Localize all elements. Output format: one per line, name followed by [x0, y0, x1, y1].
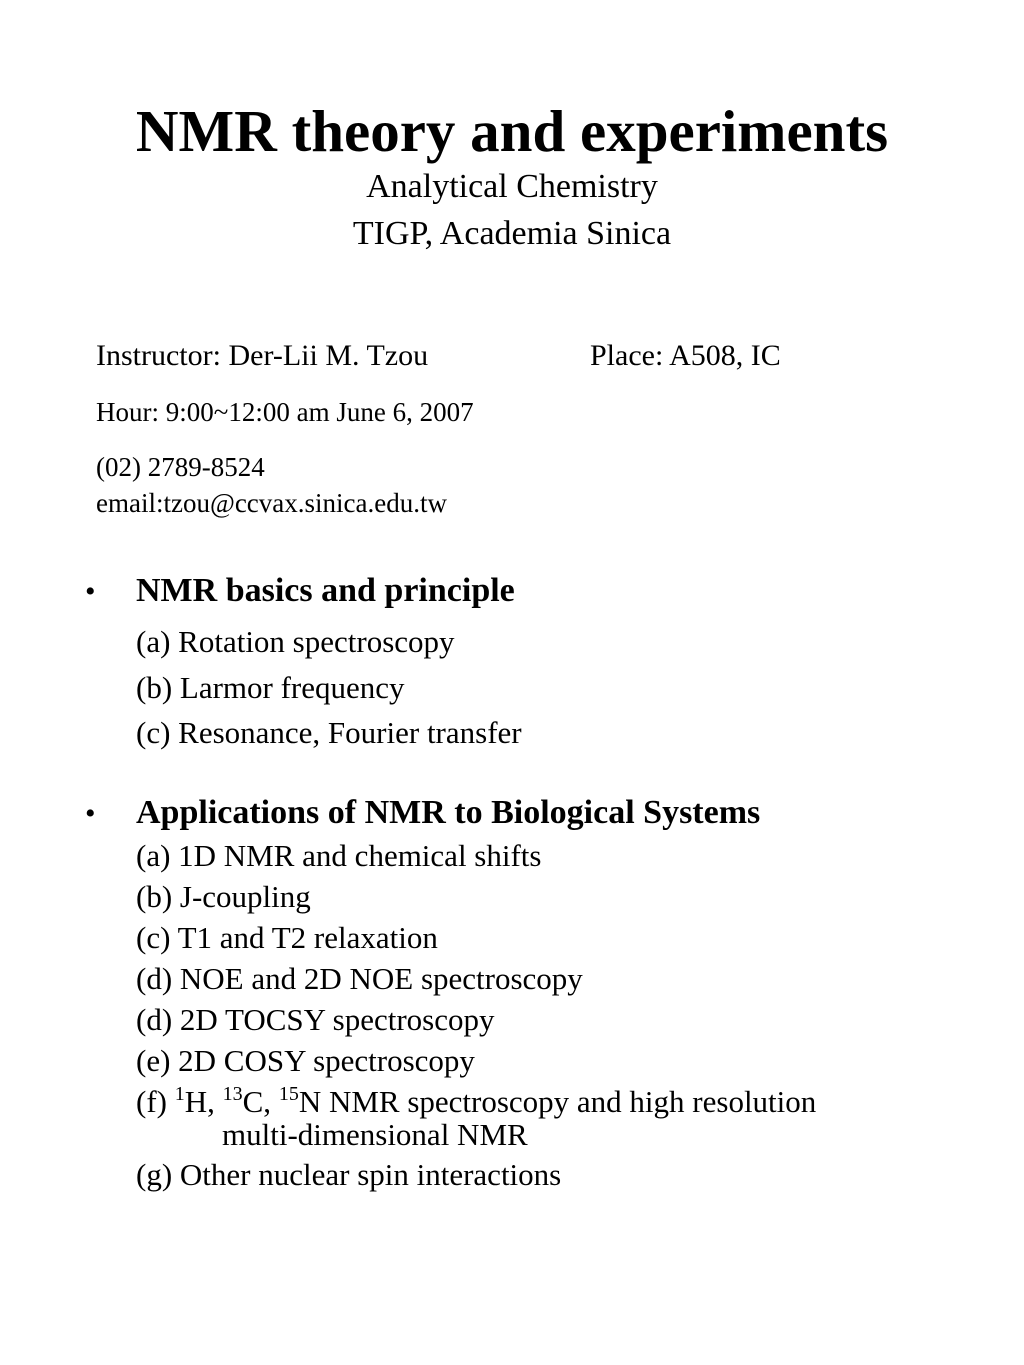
phone-text: (02) 2789-8524 [96, 452, 265, 482]
item-prefix: (f) [136, 1084, 175, 1119]
list-item: (g) Other nuclear spin interactions [136, 1157, 562, 1192]
bullet-marker: • [85, 797, 96, 830]
section-heading: NMR basics and principle [136, 572, 515, 609]
isotope-mass-number: 13 [222, 1083, 243, 1105]
list-item: (e) 2D COSY spectroscopy [136, 1043, 475, 1078]
list-item: (c) T1 and T2 relaxation [136, 920, 438, 955]
list-item [136, 1084, 816, 1120]
list-item: (b) J-coupling [136, 879, 311, 914]
isotope-mass-number: 15 [278, 1083, 299, 1105]
list-item: (a) Rotation spectroscopy [136, 624, 455, 659]
page-title: NMR theory and experiments [135, 98, 889, 164]
hour-text: Hour: 9:00~12:00 am June 6, 2007 [96, 397, 474, 427]
list-item: (a) 1D NMR and chemical shifts [136, 838, 542, 873]
institution-subtitle: TIGP, Academia Sinica [352, 215, 672, 252]
list-item-continuation: multi-dimensional NMR [222, 1117, 528, 1152]
list-item: (c) Resonance, Fourier transfer [136, 715, 522, 750]
isotope-mass-number: 1 [174, 1083, 185, 1105]
instructor-text: Instructor: Der-Lii M. Tzou [96, 339, 429, 372]
item-text: N NMR spectroscopy and high resolution [298, 1084, 817, 1119]
course-subtitle: Analytical Chemistry [366, 168, 658, 205]
section-heading: Applications of NMR to Biological Systems [136, 794, 761, 831]
isotope-element: H, [184, 1084, 223, 1119]
isotope-element: C, [242, 1084, 279, 1119]
bullet-marker: • [85, 575, 96, 608]
list-item: (d) 2D TOCSY spectroscopy [136, 1002, 495, 1037]
place-text: Place: A508, IC [590, 339, 781, 372]
list-item: (b) Larmor frequency [136, 670, 405, 705]
email-text: email:tzou@ccvax.sinica.edu.tw [96, 488, 447, 518]
list-item: (d) NOE and 2D NOE spectroscopy [136, 961, 583, 996]
